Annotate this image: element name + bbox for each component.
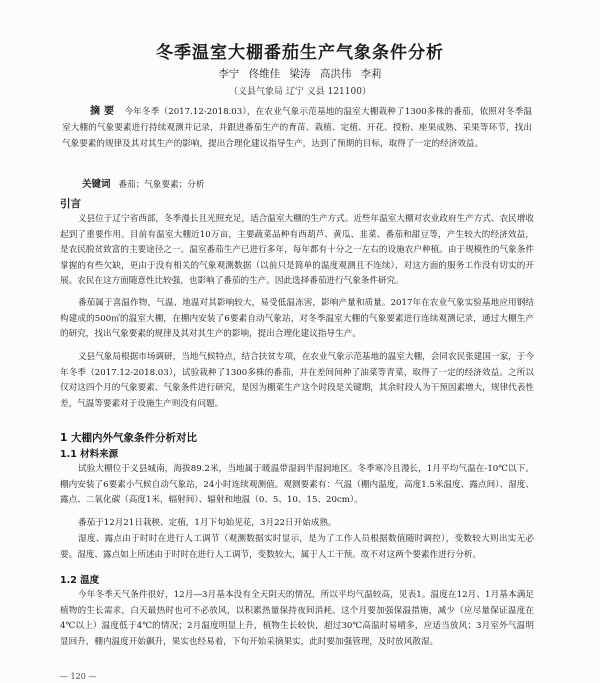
section-heading-1-2: 1.2 温度: [60, 575, 100, 586]
paragraph-intro-2: 番茄属于喜温作物，气温、地温对其影响较大，易受低温冻害，影响产量和质量。2017年在农业气象实验基地应用钢结构建成的500㎡的温室大棚，在棚内安装了6要素自动气象站，对冬季温室大棚的气象要素进行连续观测记录，通过大棚生产的研究，找出气象要素的规律及其对其生产的影响，提出合理化建议指导生产。: [60, 298, 534, 339]
paragraph-humidity: 湿度、露点由于时时在进行人工调节（观测数据实时显示，是为了工作人员根据数值随时调控），变数较大则出实无必要。湿度、露点如上所述由于时时在进行人工调节，变数较大，属于人工干预。故不对这两个要素作进行分析。: [60, 534, 534, 560]
abstract-text: 今年冬季（2017.12-2018.03），在农业气象示范基地的温室大棚栽种了1300多株的番茄，依照对冬季温室大棚的气象要素进行持续观测并记录，并跟进番茄生产的育苗、栽植、定植、开花、授粉、座果成熟、采果等环节，找出气象要素的规律及其对其生产的影响，提出合理化建议指导生产，达到了预期的目标，取得了一定的经济效益。: [62, 107, 533, 149]
affiliation: （义县气象局 辽宁 义县 121100）: [229, 87, 371, 97]
abstract-label: 摘要: [90, 106, 119, 117]
keywords-label: 关键词: [82, 179, 111, 190]
paragraph-materials: 试验大棚位于义县城南，海拔89.2米，当地属于暖温带湿润半湿润地区。冬季寒冷且漫长，1月平均气温在-10℃以下。棚内安装了6要素小气候自动气象站，24小时连续观测值。观测要素有：气温（棚内温度，高度1.5米温度、露点间）、湿度、露点、二氧化碳（高度1米，辐射间）、辐射和地温（0、5、10、15、20cm）。: [60, 464, 534, 505]
page-number: — 120 —: [60, 672, 97, 681]
keywords: [82, 176, 204, 190]
abstract: [62, 104, 532, 152]
paper-title: 冬季温室大棚番茄生产气象条件分析: [156, 43, 444, 63]
authors: 李宁 佟维佳 梁涛 高洪伟 李莉: [218, 68, 382, 80]
paragraph-planting: 番茄于12月21日栽秧、定植，1月下旬始见花，3月22日开始成熟。: [78, 518, 337, 528]
section-heading-1-1: 1.1 材料来源: [60, 449, 119, 460]
section-heading-1: 1 大棚内外气象条件分析对比: [60, 432, 197, 444]
keywords-text: 番茄；气象要素；分析: [118, 180, 205, 190]
paragraph-intro-1: 义县位于辽宁省西部，冬季漫长且光照充足，适合温室大棚的生产方式。近些年温室大棚对农业政府生产方式、农民增收起到了重要作用。目前有温室大棚近10万亩，主要蔬菜品种有西葫芦、黄瓜、韭菜、番茄和甜豆等，产生较大的经济效益，是农民脱贫致富的主要途径之一。温室番茄生产已进行多年，每年都有十分之一左右的设施农户种植。由于规模性的气象条件掌握的有些欠缺，更由于没有相关的气象观测数据（以前只是简单的温度观测且不连续），对这方面的服务工作没有切实的开展。农民在这方面随意性比较强，也影响了番茄的生产。因此选择番茄进行气象条件研究。: [60, 214, 534, 286]
paragraph-temperature: 今年冬季天气条件很好，12月—3月基本没有全天阴天的情况，所以平均气温较高，见表1。温度在12月、1月基本满足植物的生长需求，白天最热时也可不必放风，以积累热量保持夜间消耗。这个月要加强保温措施，减少（应尽量保证温度在4℃以上）温度低于4℃的情况；2月温度明显上升，植物生长较快，超过30℃高温时易晴多，应适当放风；3月室外气温明显回升，棚内温度开始飙升，果实也经易着，下旬开始采摘果实，此时要加强管理，及时放风散湿。: [60, 590, 534, 647]
section-heading-intro: 引言: [60, 198, 81, 210]
paragraph-intro-3: 义县气象局根据市场调研，当地气候特点，结合扶贫专项，在农业气象示范基地的温室大棚，会同农民张建国一家，于今年冬季（2017.12-2018.03），试验栽种了1300多株的番茄，并在差间间种了油菜等青菜，取得了一定的经济效益。之所以仅对这四个月的气象要素、气象条件进行研究，是因为棚菜生产这个时段是关键期，其余时段人为干预因素增大，规律代表性差，气温等要素对于设施生产则没有问题。: [60, 352, 534, 409]
